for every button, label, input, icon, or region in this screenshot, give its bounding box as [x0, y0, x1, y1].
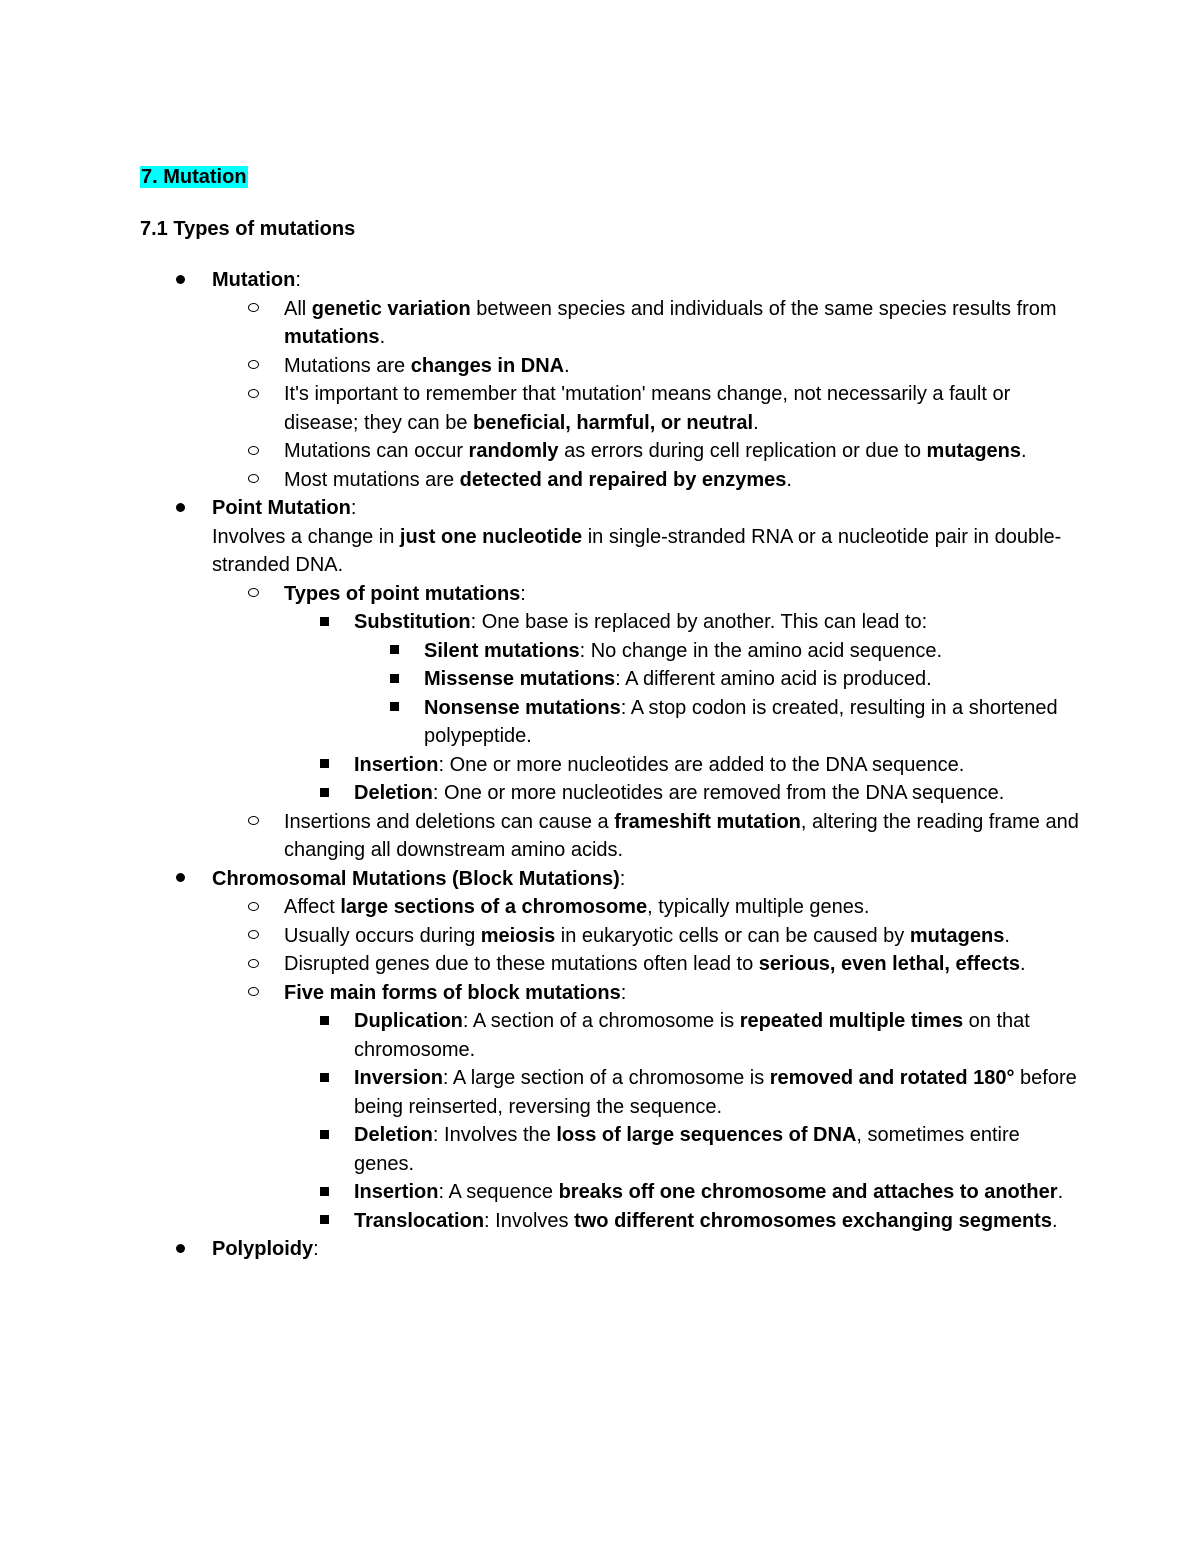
square-bullet-icon: [320, 751, 329, 780]
bullet-icon: [176, 865, 185, 894]
square-bullet-icon: [390, 665, 399, 694]
circle-bullet-icon: [248, 380, 259, 409]
list-item: Mutations are changes in DNA.: [212, 352, 1080, 381]
list-item: Missense mutations: A different amino acid is produced.: [354, 665, 1080, 694]
list-item: Usually occurs during meiosis in eukaryotic cells or can be caused by mutagens.: [212, 922, 1080, 951]
title-highlight: 7. Mutation: [141, 166, 247, 188]
item-heading: Mutation:: [212, 269, 301, 291]
list-item: Affect large sections of a chromosome, typically multiple genes.: [212, 893, 1080, 922]
square-bullet-icon: [320, 608, 329, 637]
square-bullet-icon: [320, 1121, 329, 1150]
list-item: Five main forms of block mutations: Duplication: A section of a chromosome is repeated multiple times on that chromosome. Inversion: A large section of a chromosome is removed and rotated 180° before being reinserted, reversing the sequence. Deletion: Involves the loss of large sequences of DNA, sometimes entire genes. Insertion: A sequence breaks off one chromosome and attaches to another. Translocation: Involves two different chromosomes exchanging segments.: [212, 979, 1080, 1236]
circle-bullet-icon: [248, 437, 259, 466]
subsection-title: 7.1 Types of mutations: [140, 218, 356, 240]
list-item: Nonsense mutations: A stop codon is created, resulting in a shortened polypeptide.: [354, 694, 1080, 751]
list-item-polyploidy: [140, 1235, 1080, 1264]
circle-bullet-icon: [248, 979, 259, 1008]
document-body: [140, 162, 1080, 1264]
list-item-point-mutation: [140, 494, 1080, 865]
list-item: Deletion: Involves the loss of large sequences of DNA, sometimes entire genes.: [284, 1121, 1080, 1178]
point-types-list: [284, 608, 1080, 808]
list-item: Insertions and deletions can cause a frameshift mutation, altering the reading frame and changing all downstream amino acids.: [212, 808, 1080, 865]
bullet-icon: [176, 494, 185, 523]
list-item: Insertion: A sequence breaks off one chromosome and attaches to another.: [284, 1178, 1080, 1207]
bullet-icon: [176, 266, 185, 295]
main-list: [140, 266, 1080, 1264]
substitution-list: [354, 637, 1080, 751]
list-item-chromosomal-mutations: [140, 865, 1080, 1236]
circle-bullet-icon: [248, 950, 259, 979]
item-heading: Chromosomal Mutations (Block Mutations):: [212, 867, 626, 890]
list-item: Translocation: Involves two different chromosomes exchanging segments.: [284, 1207, 1080, 1236]
item-heading: Point Mutation:: [212, 497, 357, 519]
square-bullet-icon: [390, 694, 399, 723]
item-description: Involves a change in just one nucleotide in single-stranded RNA or a nucleotide pair in double-stranded DNA.: [212, 525, 1062, 576]
circle-bullet-icon: [248, 580, 259, 609]
list-item: Substitution: One base is replaced by another. This can lead to: Silent mutations: No change in the amino acid sequence. Missense mutations: A different amino acid is produced. Nonsense mutations: A stop codon is created, resulting in a shortened polypeptide.: [284, 608, 1080, 751]
chromosomal-sublist: [212, 893, 1080, 1235]
square-bullet-icon: [320, 779, 329, 808]
point-sublist: [212, 580, 1080, 865]
list-item: Silent mutations: No change in the amino acid sequence.: [354, 637, 1080, 666]
circle-bullet-icon: [248, 808, 259, 837]
circle-bullet-icon: [248, 466, 259, 495]
list-item: Disrupted genes due to these mutations often lead to serious, even lethal, effects.: [212, 950, 1080, 979]
square-bullet-icon: [390, 637, 399, 666]
section-title: [140, 162, 1080, 192]
mutation-sublist: [212, 295, 1080, 495]
list-item: Deletion: One or more nucleotides are removed from the DNA sequence.: [284, 779, 1080, 808]
circle-bullet-icon: [248, 922, 259, 951]
square-bullet-icon: [320, 1178, 329, 1207]
square-bullet-icon: [320, 1207, 329, 1236]
square-bullet-icon: [320, 1007, 329, 1036]
circle-bullet-icon: [248, 352, 259, 381]
block-forms-list: [284, 1007, 1080, 1235]
list-item-mutation: [140, 266, 1080, 494]
list-item: All genetic variation between species and individuals of the same species results from mutations.: [212, 295, 1080, 352]
list-item: It's important to remember that 'mutation' means change, not necessarily a fault or disease; they can be beneficial, harmful, or neutral.: [212, 380, 1080, 437]
bullet-icon: [176, 1235, 185, 1264]
list-item: Most mutations are detected and repaired by enzymes.: [212, 466, 1080, 495]
list-item: Mutations can occur randomly as errors during cell replication or due to mutagens.: [212, 437, 1080, 466]
circle-bullet-icon: [248, 295, 259, 324]
circle-bullet-icon: [248, 893, 259, 922]
list-item: Duplication: A section of a chromosome is repeated multiple times on that chromosome.: [284, 1007, 1080, 1064]
list-item: Types of point mutations: Substitution: One base is replaced by another. This can lead to: Silent mutations: No change in the amino acid sequence. Missense mutations: A different amino acid is produced. Nonsense mutations: A stop codon is created, resulting in a shortened polypeptide. Insertion: One or more nucleotides are added to the DNA sequence. Deletion: One or more nucleotides are removed from the DNA sequence.: [212, 580, 1080, 808]
list-item: Inversion: A large section of a chromosome is removed and rotated 180° before being reinserted, reversing the sequence.: [284, 1064, 1080, 1121]
square-bullet-icon: [320, 1064, 329, 1093]
item-heading: Polyploidy:: [212, 1238, 319, 1260]
list-item: Insertion: One or more nucleotides are added to the DNA sequence.: [284, 751, 1080, 780]
